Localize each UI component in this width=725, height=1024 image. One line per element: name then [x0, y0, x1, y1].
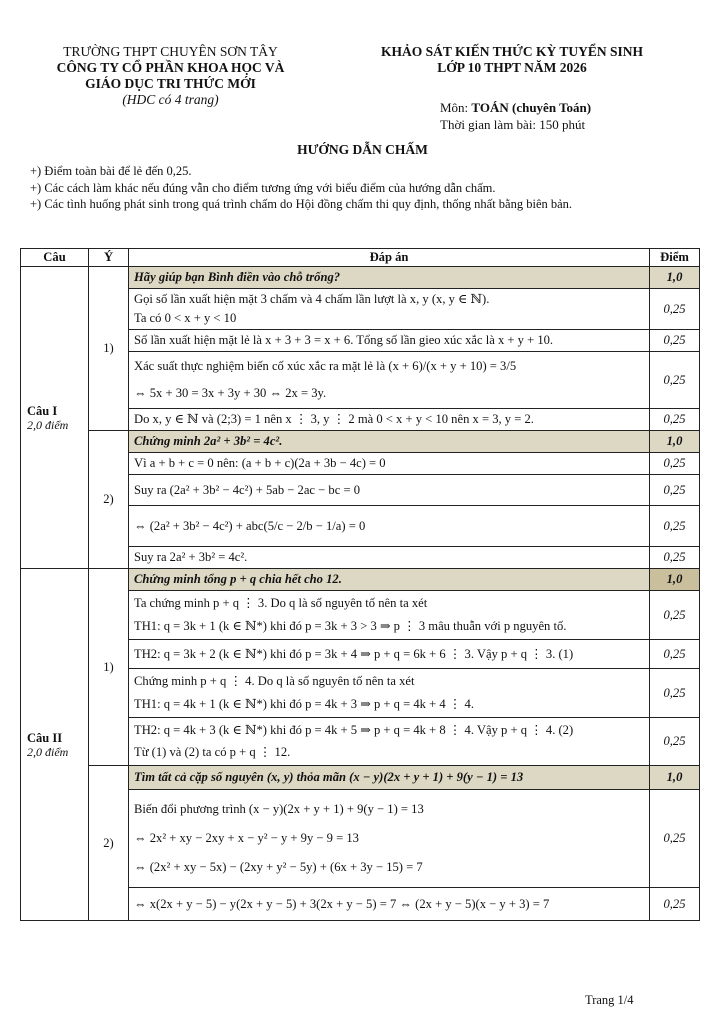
question-label: Câu II: [27, 730, 63, 745]
answer-line: ⇔ 5x + 30 = 3x + 3y + 30 ⇔ 2x = 3y.: [134, 386, 327, 400]
task-points: 1,0: [650, 569, 700, 591]
exam-year: LỚP 10 THPT NĂM 2026: [437, 60, 587, 75]
answer-line: Xác suất thực nghiệm biến cố xúc xắc ra mặt lẻ là (x + 6)/(x + y + 10) = 3/5: [134, 359, 517, 373]
part-label: 2): [89, 431, 129, 569]
part-label: 1): [89, 569, 129, 766]
answer-cell: [129, 718, 650, 766]
note-item: +) Các cách làm khác nếu đúng vẫn cho điểm tương ứng với biểu điểm của hướng dẫn chấm.: [30, 180, 496, 195]
score-cell: 0,25: [650, 330, 700, 352]
question-points: 2,0 điểm: [27, 417, 69, 432]
answer-line: Ta chứng minh p + q ⋮ 3. Do q là số nguyên tố nên ta xét: [134, 596, 428, 610]
task-points: 1,0: [650, 267, 700, 289]
exam-title: KHẢO SÁT KIẾN THỨC KỲ TUYỂN SINH: [380, 44, 644, 59]
score-cell: 0,25: [650, 640, 700, 669]
table-row: [21, 431, 700, 453]
company-name-2: GIÁO DỤC TRI THỨC MỚI: [85, 76, 256, 91]
answer-line: TH1: q = 4k + 1 (k ∈ ℕ*) khi đó p = 4k + 3 ⇒ p + q = 4k + 4 ⋮ 4.: [134, 697, 474, 711]
answer-line: TH2: q = 4k + 3 (k ∈ ℕ*) khi đó p = 4k + 5 ⇒ p + q = 4k + 8 ⋮ 4. Vậy p + q ⋮ 4. (2): [134, 723, 574, 737]
answer-line: Chứng minh p + q ⋮ 4. Do q là số nguyên tố nên ta xét: [134, 674, 415, 688]
answer-line: Gọi số lần xuất hiện mặt 3 chấm và 4 chấm lần lượt là x, y (x, y ∈ ℕ).: [134, 292, 490, 306]
school-name: TRƯỜNG THPT CHUYÊN SƠN TÂY: [63, 44, 278, 59]
score-cell: 0,25: [650, 409, 700, 431]
page-number: Trang 1/4: [585, 993, 634, 1007]
header-cau: Câu: [21, 249, 89, 267]
notes-list: [30, 163, 572, 213]
part-label: 2): [89, 766, 129, 921]
answer-cell: [129, 669, 650, 718]
table-header-row: [21, 249, 700, 267]
company-name-1: CÔNG TY CỔ PHẦN KHOA HỌC VÀ: [56, 60, 285, 75]
header-y: Ý: [89, 249, 129, 267]
answer-table: [20, 248, 700, 921]
answer-cell: [129, 790, 650, 888]
score-cell: 0,25: [650, 591, 700, 640]
question-points: 2,0 điểm: [27, 744, 69, 759]
score-cell: 0,25: [650, 453, 700, 475]
answer-cell: ⇔ (2a² + 3b² − 4c²) + abc(5/c − 2/b − 1/a) = 0: [129, 506, 650, 547]
task-points: 1,0: [650, 766, 700, 790]
answer-cell: Vì a + b + c = 0 nên: (a + b + c)(2a + 3b − 4c) = 0: [129, 453, 650, 475]
header-right: [352, 44, 672, 76]
answer-cell: [129, 352, 650, 409]
answer-line: Biến đổi phương trình (x − y)(2x + y + 1) + 9(y − 1) = 13: [134, 802, 424, 816]
table-row: [21, 267, 700, 289]
page-title: HƯỚNG DẪN CHẤM: [297, 142, 428, 157]
subject-block: [440, 99, 591, 133]
task-statement: Tìm tất cả cặp số nguyên (x, y) thỏa mãn (x − y)(2x + y + 1) + 9(y − 1) = 13: [129, 766, 650, 790]
note-item: +) Các tình huống phát sinh trong quá trình chấm do Hội đồng chấm thi quy định, thống nhất bằng biên bản.: [30, 197, 573, 211]
question-cell: [21, 569, 89, 921]
score-cell: 0,25: [650, 547, 700, 569]
answer-cell: Suy ra (2a² + 3b² − 4c²) + 5ab − 2ac − bc = 0: [129, 475, 650, 506]
question-label: Câu I: [27, 403, 58, 418]
task-statement: Chứng minh tổng p + q chia hết cho 12.: [129, 569, 650, 591]
answer-line: TH1: q = 3k + 1 (k ∈ ℕ*) khi đó p = 3k + 3 > 3 ⇒ p ⋮ 3 mâu thuẫn với p nguyên tố.: [134, 619, 567, 633]
answer-line: ⇔ 2x² + xy − 2xy + x − y² − y + 9y − 9 = 13: [134, 831, 359, 845]
score-cell: 0,25: [650, 506, 700, 547]
page-count-note: (HDC có 4 trang): [122, 92, 219, 107]
answer-cell: ⇔ x(2x + y − 5) − y(2x + y − 5) + 3(2x + y − 5) = 7 ⇔ (2x + y − 5)(x − y + 3) = 7: [129, 888, 650, 921]
score-cell: 0,25: [650, 888, 700, 921]
header-diem: Điểm: [650, 249, 700, 267]
score-cell: 0,25: [650, 718, 700, 766]
question-cell: [21, 267, 89, 569]
score-cell: 0,25: [650, 352, 700, 409]
answer-cell: Do x, y ∈ ℕ và (2;3) = 1 nên x ⋮ 3, y ⋮ 2 mà 0 < x + y < 10 nên x = 3, y = 2.: [129, 409, 650, 431]
answer-line: Ta có 0 < x + y < 10: [134, 311, 237, 325]
score-cell: 0,25: [650, 669, 700, 718]
note-item: +) Điểm toàn bài để lẻ đến 0,25.: [30, 164, 192, 178]
answer-line: Từ (1) và (2) ta có p + q ⋮ 12.: [134, 745, 291, 759]
answer-cell: Suy ra 2a² + 3b² = 4c².: [129, 547, 650, 569]
time-limit: Thời gian làm bài: 150 phút: [440, 117, 586, 132]
table-row: [21, 569, 700, 591]
header-dap-an: Đáp án: [129, 249, 650, 267]
table-row: [21, 766, 700, 790]
task-points: 1,0: [650, 431, 700, 453]
task-statement: Hãy giúp bạn Bình điền vào chỗ trống?: [129, 267, 650, 289]
subject-label: Môn:: [440, 100, 469, 115]
answer-cell: [129, 289, 650, 330]
answer-line: ⇔ (2x² + xy − 5x) − (2xy + y² − 5y) + (6x + 3y − 15) = 7: [134, 860, 423, 874]
score-cell: 0,25: [650, 790, 700, 888]
answer-cell: Số lần xuất hiện mặt lẻ là x + 3 + 3 = x + 6. Tổng số lần gieo xúc xắc là x + y + 10.: [129, 330, 650, 352]
score-cell: 0,25: [650, 289, 700, 330]
subject-value: TOÁN (chuyên Toán): [471, 100, 592, 115]
part-label: 1): [89, 267, 129, 431]
header-left: [38, 44, 303, 108]
answer-cell: TH2: q = 3k + 2 (k ∈ ℕ*) khi đó p = 3k + 4 ⇒ p + q = 6k + 6 ⋮ 3. Vậy p + q ⋮ 3. (1): [129, 640, 650, 669]
answer-cell: [129, 591, 650, 640]
task-statement: Chứng minh 2a² + 3b² = 4c².: [129, 431, 650, 453]
score-cell: 0,25: [650, 475, 700, 506]
